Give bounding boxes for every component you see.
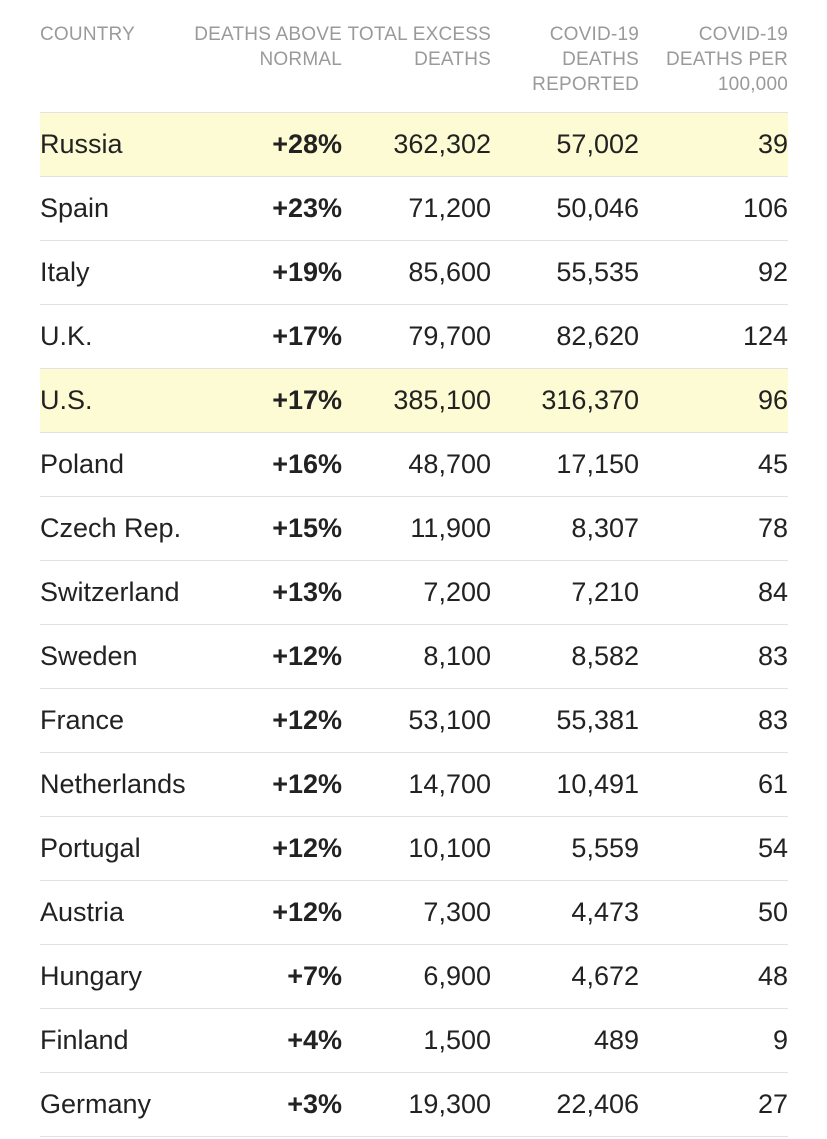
deaths-above-normal-cell: +12% [272,897,342,927]
table-row [40,753,788,817]
deaths-above-normal-cell: +13% [272,577,342,607]
deaths-above-normal-cell: +28% [272,129,342,159]
total-excess-deaths-cell: 85,600 [408,257,491,287]
country-cell: Poland [40,449,125,479]
covid-deaths-per-100k-cell: 50 [757,897,788,927]
country-cell: Czech Rep. [40,513,182,543]
total-excess-deaths-cell: 7,200 [423,577,491,607]
covid-deaths-per-100k-cell: 83 [757,641,788,671]
covid-deaths-reported-cell: 489 [593,1025,639,1055]
table-row [40,1073,788,1137]
excess-deaths-table [40,18,788,1137]
deaths-above-normal-cell: +3% [287,1089,342,1119]
table-row [40,817,788,881]
covid-deaths-per-100k-cell: 83 [757,705,788,735]
total-excess-deaths-cell: 1,500 [423,1025,491,1055]
deaths-above-normal-cell: +15% [272,513,342,543]
deaths-above-normal-cell: +12% [272,641,342,671]
deaths-above-normal-cell: +7% [287,961,342,991]
deaths-above-normal-cell: +12% [272,705,342,735]
country-cell: Russia [40,129,123,159]
country-cell: U.K. [40,321,93,351]
country-cell: Germany [40,1089,152,1119]
country-cell: Austria [40,897,125,927]
column-header-covid-deaths-per-100k: COVID-19 DEATHS PER 100,000 [665,24,788,95]
country-cell: Hungary [40,961,143,991]
covid-deaths-reported-cell: 8,582 [571,641,639,671]
column-header-country: COUNTRY [40,24,135,45]
covid-deaths-reported-cell: 55,381 [556,705,639,735]
deaths-above-normal-cell: +12% [272,769,342,799]
covid-deaths-reported-cell: 8,307 [571,513,639,543]
covid-deaths-reported-cell: 4,473 [571,897,639,927]
total-excess-deaths-cell: 6,900 [423,961,491,991]
table-row [40,881,788,945]
table-row [40,113,788,177]
deaths-above-normal-cell: +12% [272,833,342,863]
total-excess-deaths-cell: 79,700 [408,321,491,351]
total-excess-deaths-cell: 385,100 [393,385,491,415]
table-row [40,561,788,625]
covid-deaths-reported-cell: 82,620 [556,321,639,351]
table-body [40,113,788,1137]
deaths-above-normal-cell: +4% [287,1025,342,1055]
deaths-above-normal-cell: +19% [272,257,342,287]
covid-deaths-reported-cell: 55,535 [556,257,639,287]
covid-deaths-reported-cell: 50,046 [556,193,639,223]
covid-deaths-reported-cell: 57,002 [556,129,639,159]
covid-deaths-per-100k-cell: 39 [757,129,788,159]
covid-deaths-per-100k-cell: 27 [757,1089,788,1119]
country-cell: Netherlands [40,769,186,799]
total-excess-deaths-cell: 53,100 [408,705,491,735]
country-cell: Spain [40,193,110,223]
covid-deaths-per-100k-cell: 9 [772,1025,788,1055]
column-header-deaths-above-normal: DEATHS ABOVE NORMAL [194,24,342,70]
deaths-above-normal-cell: +16% [272,449,342,479]
covid-deaths-per-100k-cell: 84 [757,577,788,607]
table-row [40,369,788,433]
country-cell: Finland [40,1025,129,1055]
table-row [40,689,788,753]
total-excess-deaths-cell: 8,100 [423,641,491,671]
covid-deaths-per-100k-cell: 48 [757,961,788,991]
total-excess-deaths-cell: 19,300 [408,1089,491,1119]
deaths-above-normal-cell: +17% [272,321,342,351]
table-row [40,305,788,369]
country-cell: U.S. [40,385,93,415]
table-row [40,241,788,305]
table-row [40,1009,788,1073]
table-row [40,497,788,561]
table-row [40,945,788,1009]
table-row [40,177,788,241]
country-cell: Switzerland [40,577,180,607]
deaths-above-normal-cell: +17% [272,385,342,415]
column-header-total-excess-deaths: TOTAL EXCESS DEATHS [347,24,491,70]
covid-deaths-reported-cell: 4,672 [571,961,639,991]
total-excess-deaths-cell: 10,100 [408,833,491,863]
covid-deaths-per-100k-cell: 78 [757,513,788,543]
country-cell: Italy [40,257,90,287]
covid-deaths-reported-cell: 7,210 [571,577,639,607]
covid-deaths-per-100k-cell: 106 [742,193,788,223]
country-cell: France [40,705,125,735]
total-excess-deaths-cell: 48,700 [408,449,491,479]
table-header [40,18,788,113]
total-excess-deaths-cell: 11,900 [410,513,491,543]
covid-deaths-per-100k-cell: 54 [757,833,788,863]
country-cell: Sweden [40,641,138,671]
total-excess-deaths-cell: 71,200 [408,193,491,223]
covid-deaths-reported-cell: 5,559 [571,833,639,863]
total-excess-deaths-cell: 362,302 [393,129,491,159]
covid-deaths-per-100k-cell: 96 [757,385,788,415]
total-excess-deaths-cell: 14,700 [408,769,491,799]
table-row [40,625,788,689]
covid-deaths-reported-cell: 316,370 [541,385,639,415]
covid-deaths-reported-cell: 10,491 [556,769,639,799]
country-cell: Portugal [40,833,141,863]
covid-deaths-per-100k-cell: 61 [757,769,788,799]
deaths-above-normal-cell: +23% [272,193,342,223]
covid-deaths-per-100k-cell: 92 [757,257,788,287]
column-header-covid-deaths-reported: COVID-19 DEATHS REPORTED [532,24,639,95]
covid-deaths-per-100k-cell: 124 [742,321,788,351]
covid-deaths-per-100k-cell: 45 [757,449,788,479]
table-row [40,433,788,497]
covid-deaths-reported-cell: 17,150 [556,449,639,479]
covid-deaths-reported-cell: 22,406 [556,1089,639,1119]
total-excess-deaths-cell: 7,300 [423,897,491,927]
